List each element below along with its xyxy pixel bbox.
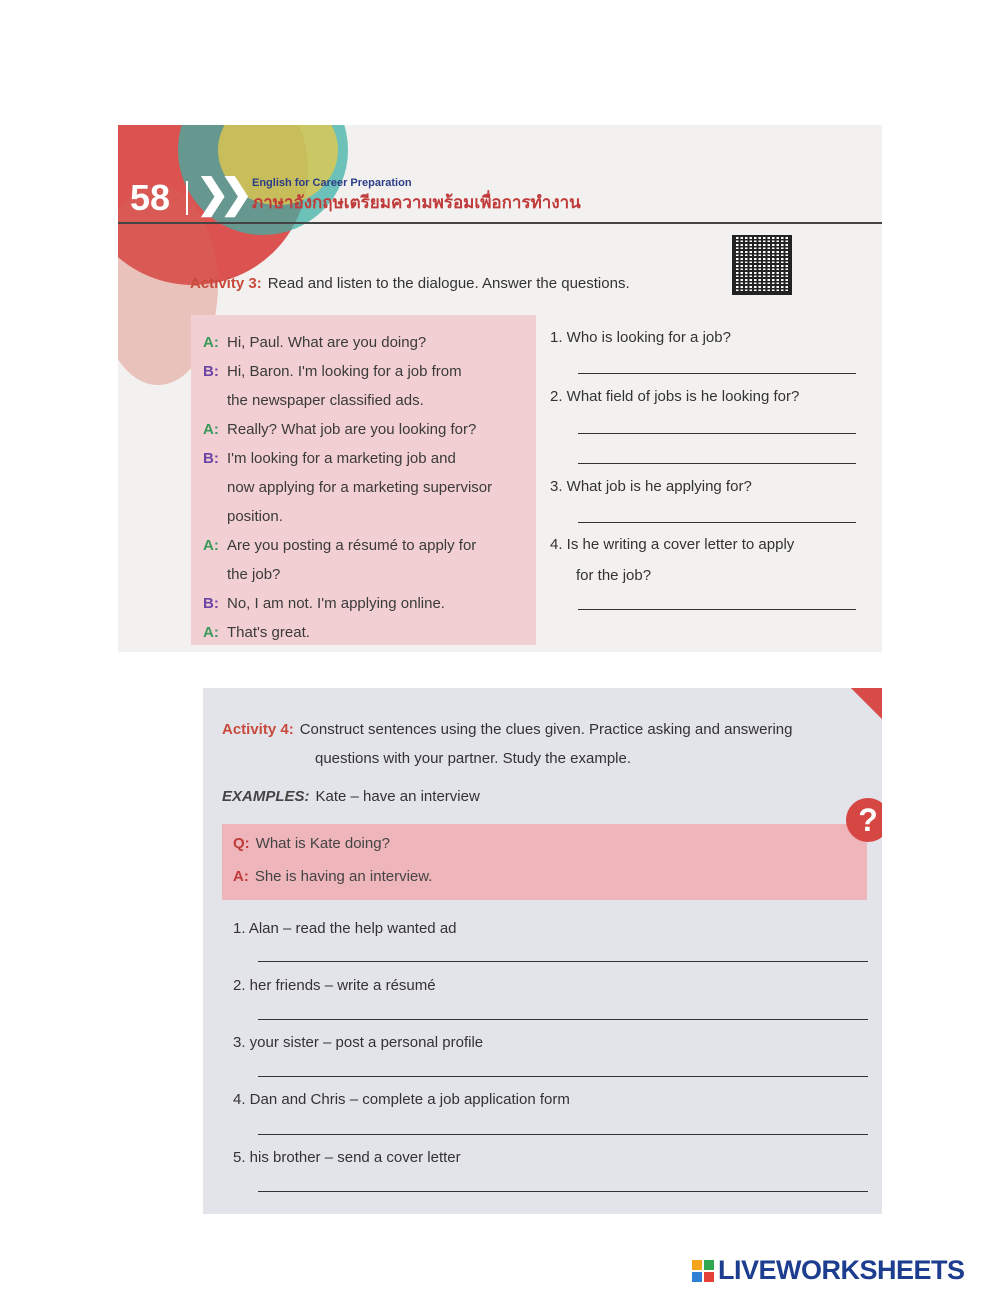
textbook-page-upper	[118, 125, 882, 652]
question-4-continued: for the job?	[576, 567, 652, 584]
dialogue-line: Hi, Baron. I'm looking for a job from	[227, 363, 462, 380]
example-answer	[233, 868, 432, 885]
example-a-speaker: A:	[233, 868, 249, 885]
item-3: 3. your sister – post a personal profile	[233, 1034, 484, 1051]
dialogue-line: Really? What job are you looking for?	[227, 421, 477, 438]
dialogue-turn	[203, 357, 533, 415]
example-a-text: She is having an interview.	[254, 868, 433, 885]
speaker-label: B:	[203, 363, 219, 380]
question-3: 3. What job is he applying for?	[550, 478, 752, 495]
example-q-text: What is Kate doing?	[255, 835, 390, 852]
textbook-page-lower	[203, 688, 882, 1214]
answer-line-3[interactable]	[578, 522, 856, 523]
speaker-label: A:	[203, 421, 219, 438]
speaker-label: B:	[203, 450, 219, 467]
question-mark-icon: ?	[846, 798, 882, 842]
dialogue-line: Are you posting a résumé to apply for	[227, 537, 477, 554]
item-2: 2. her friends – write a résumé	[233, 977, 436, 994]
answer-line-2b[interactable]	[578, 463, 856, 464]
speaker-label: A:	[203, 624, 219, 641]
qr-code-icon[interactable]	[732, 235, 792, 295]
item-1: 1. Alan – read the help wanted ad	[233, 920, 457, 937]
examples-heading	[222, 788, 480, 805]
answer-line-1[interactable]	[578, 373, 856, 374]
speaker-label: B:	[203, 595, 219, 612]
example-q-speaker: Q:	[233, 835, 250, 852]
dialogue-turn	[203, 415, 533, 444]
activity4-heading	[222, 715, 882, 773]
dialogue-line: position.	[227, 508, 283, 525]
header-rule	[118, 222, 882, 224]
example-question	[233, 835, 390, 852]
dialogue-line: Hi, Paul. What are you doing?	[227, 334, 427, 351]
logo-grid-icon	[692, 1260, 714, 1282]
dialogue-line: That's great.	[227, 624, 310, 641]
item-answer-line-4[interactable]	[258, 1134, 868, 1135]
subtitle-thai: ภาษาอังกฤษเตรียมความพร้อมเพื่อการทำงาน	[252, 193, 581, 212]
dialogue-turn	[203, 328, 533, 357]
question-1: 1. Who is looking for a job?	[550, 329, 731, 346]
dialogue	[203, 328, 533, 647]
logo-text: LIVEWORKSHEETS	[718, 1255, 965, 1285]
item-4: 4. Dan and Chris – complete a job application form	[233, 1091, 570, 1108]
examples-label: EXAMPLES:	[222, 788, 310, 805]
item-answer-line-2[interactable]	[258, 1019, 868, 1020]
activity3-heading	[190, 275, 630, 292]
dialogue-line: now applying for a marketing supervisor	[227, 479, 493, 496]
activity4-instruction-line2: questions with your partner. Study the example.	[315, 750, 632, 767]
speaker-label: A:	[203, 537, 219, 554]
activity4-label: Activity 4:	[222, 721, 294, 738]
page-number: 58	[130, 177, 171, 218]
double-chevron-icon: ❯❯	[196, 172, 244, 216]
item-5: 5. his brother – send a cover letter	[233, 1149, 461, 1166]
activity3-label: Activity 3:	[190, 275, 262, 292]
question-2: 2. What field of jobs is he looking for?	[550, 388, 800, 405]
example-clue: Kate – have an interview	[315, 788, 480, 805]
item-answer-line-5[interactable]	[258, 1191, 868, 1192]
dialogue-turn	[203, 444, 533, 531]
dialogue-turn	[203, 618, 533, 647]
dialogue-turn	[203, 589, 533, 618]
dialogue-turn	[203, 531, 533, 589]
subtitle-english: English for Career Preparation	[252, 177, 412, 189]
dialogue-line: No, I am not. I'm applying online.	[227, 595, 445, 612]
item-answer-line-1[interactable]	[258, 961, 868, 962]
dialogue-line: the newspaper classified ads.	[227, 392, 424, 409]
dialogue-line: I'm looking for a marketing job and	[227, 450, 456, 467]
speaker-label: A:	[203, 334, 219, 351]
answer-line-2a[interactable]	[578, 433, 856, 434]
activity4-instruction-line1: Construct sentences using the clues given. Practice asking and answering	[299, 721, 793, 738]
header-separator	[186, 181, 188, 215]
activity3-instruction: Read and listen to the dialogue. Answer the questions.	[267, 275, 630, 292]
dialogue-line: the job?	[227, 566, 281, 583]
answer-line-4[interactable]	[578, 609, 856, 610]
question-4: 4. Is he writing a cover letter to apply	[550, 536, 795, 553]
item-answer-line-3[interactable]	[258, 1076, 868, 1077]
